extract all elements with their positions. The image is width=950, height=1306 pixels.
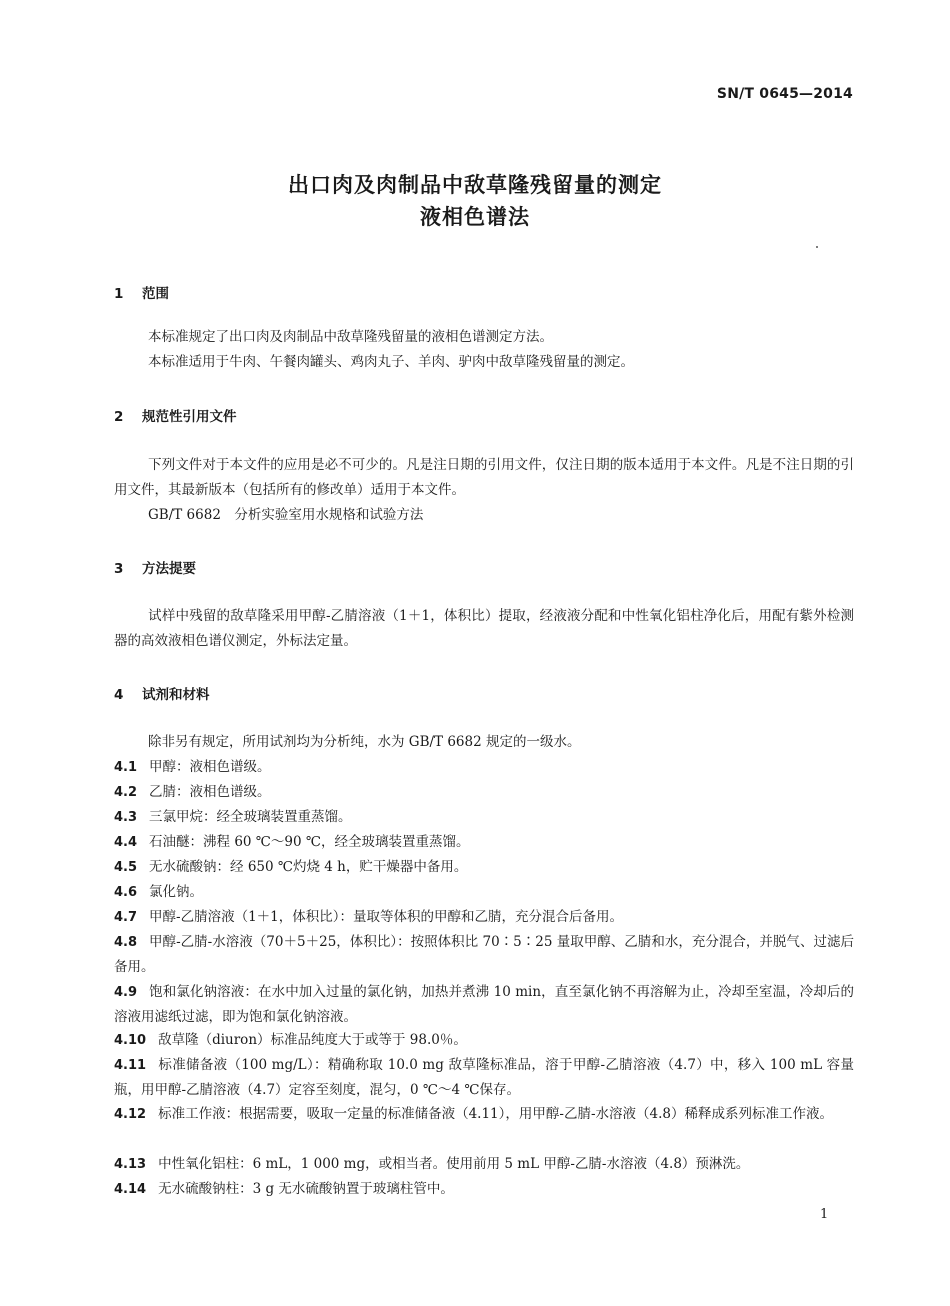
section-title: 规范性引用文件 (142, 409, 237, 425)
item-number: 4.11 (114, 1058, 147, 1073)
list-item (114, 780, 854, 805)
document-title: 出口肉及肉制品中敌草隆残留量的测定 (288, 173, 662, 197)
item-text: 甲醇-乙腈-水溶液（70＋5＋25，体积比）：按照体积比 70∶5∶25 量取甲醇、乙腈和水，充分混合，并脱气、过滤后备用。 (114, 934, 854, 975)
paragraph-text: 本标准规定了出口肉及肉制品中敌草隆残留量的液相色谱测定方法。 (148, 329, 553, 345)
list-item (114, 1177, 854, 1202)
item-text: 标准储备液（100 mg/L）：精确称取 10.0 mg 敌草隆标准品，溶于甲醇-乙腈溶液（4.7）中，移入 100 mL 容量瓶，用甲醇-乙腈溶液（4.7）定容至刻度，混匀，0 ℃～4 ℃保存。 (114, 1057, 854, 1098)
list-item (114, 1152, 854, 1177)
section-heading-4 (114, 683, 210, 703)
paragraph-text: 本标准适用于牛肉、午餐肉罐头、鸡肉丸子、羊肉、驴肉中敌草隆残留量的测定。 (148, 354, 634, 370)
paragraph (114, 453, 854, 503)
item-text: 中性氧化铝柱：6 mL，1 000 mg，或相当者。使用前用 5 mL 甲醇-乙腈-水溶液（4.8）预淋洗。 (158, 1156, 750, 1172)
item-text: 氯化钠。 (149, 884, 204, 900)
scan-speck (816, 246, 818, 248)
list-item (114, 880, 854, 905)
section-title: 试剂和材料 (142, 687, 210, 703)
item-text: 无水硫酸钠柱：3 g 无水硫酸钠置于玻璃柱管中。 (158, 1181, 454, 1197)
list-item (114, 905, 854, 930)
paragraph (114, 325, 854, 350)
list-item (114, 980, 854, 1030)
section-number: 4 (114, 687, 124, 703)
item-number: 4.9 (114, 985, 138, 1000)
paragraph-text: 下列文件对于本文件的应用是必不可少的。凡是注日期的引用文件，仅注日期的版本适用于本文件。凡是不注日期的引用文件，其最新版本（包括所有的修改单）适用于本文件。 (114, 457, 854, 498)
paragraph-text: 除非另有规定，所用试剂均为分析纯，水为 GB/T 6682 规定的一级水。 (148, 734, 581, 750)
item-text: 石油醚：沸程 60 ℃～90 ℃，经全玻璃装置重蒸馏。 (149, 834, 470, 850)
standard-code: SN/T 0645—2014 (716, 86, 853, 102)
item-number: 4.14 (114, 1182, 147, 1197)
section-heading-3 (114, 557, 196, 577)
item-number: 4.7 (114, 910, 138, 925)
list-item (114, 1053, 854, 1103)
item-text: 三氯甲烷：经全玻璃装置重蒸馏。 (149, 809, 352, 825)
item-text: 饱和氯化钠溶液：在水中加入过量的氯化钠，加热并煮沸 10 min，直至氯化钠不再溶解为止，冷却至室温，冷却后的溶液用滤纸过滤，即为饱和氯化钠溶液。 (114, 984, 854, 1025)
section-number: 1 (114, 286, 124, 302)
list-item (114, 1028, 854, 1053)
item-text: 标准工作液：根据需要，吸取一定量的标准储备液（4.11），用甲醇-乙腈-水溶液（4.8）稀释成系列标准工作液。 (158, 1106, 833, 1122)
section-number: 3 (114, 561, 124, 577)
list-item (114, 930, 854, 980)
item-number: 4.13 (114, 1157, 147, 1172)
normative-reference: GB/T 6682 分析实验室用水规格和试验方法 (148, 507, 424, 523)
item-number: 4.8 (114, 935, 138, 950)
item-text: 甲醇-乙腈溶液（1＋1，体积比）：量取等体积的甲醇和乙腈，充分混合后备用。 (149, 909, 624, 925)
section-heading-1 (114, 282, 169, 302)
item-text: 乙腈：液相色谱级。 (149, 784, 271, 800)
paragraph (114, 730, 854, 755)
paragraph (114, 350, 854, 375)
item-number: 4.2 (114, 785, 138, 800)
list-item (114, 755, 854, 780)
item-text: 无水硫酸钠：经 650 ℃灼烧 4 h，贮干燥器中备用。 (149, 859, 468, 875)
page-number: 1 (820, 1207, 829, 1222)
section-title: 范围 (142, 286, 169, 302)
document-subtitle: 液相色谱法 (420, 205, 530, 229)
item-number: 4.5 (114, 860, 138, 875)
item-number: 4.10 (114, 1033, 147, 1048)
item-number: 4.1 (114, 760, 138, 775)
paragraph-text: 试样中残留的敌草隆采用甲醇-乙腈溶液（1＋1，体积比）提取，经液液分配和中性氧化铝柱净化后，用配有紫外检测器的高效液相色谱仪测定，外标法定量。 (114, 608, 854, 649)
list-item (114, 1102, 854, 1127)
list-item (114, 805, 854, 830)
item-number: 4.4 (114, 835, 138, 850)
item-text: 敌草隆（diuron）标准品纯度大于或等于 98.0％。 (158, 1032, 467, 1048)
item-text: 甲醇：液相色谱级。 (149, 759, 271, 775)
section-heading-2 (114, 405, 237, 425)
item-number: 4.3 (114, 810, 138, 825)
list-item (114, 830, 854, 855)
section-title: 方法提要 (142, 561, 196, 577)
item-number: 4.12 (114, 1107, 147, 1122)
paragraph (114, 503, 854, 528)
paragraph (114, 604, 854, 654)
list-item (114, 855, 854, 880)
section-number: 2 (114, 409, 124, 425)
item-number: 4.6 (114, 885, 138, 900)
